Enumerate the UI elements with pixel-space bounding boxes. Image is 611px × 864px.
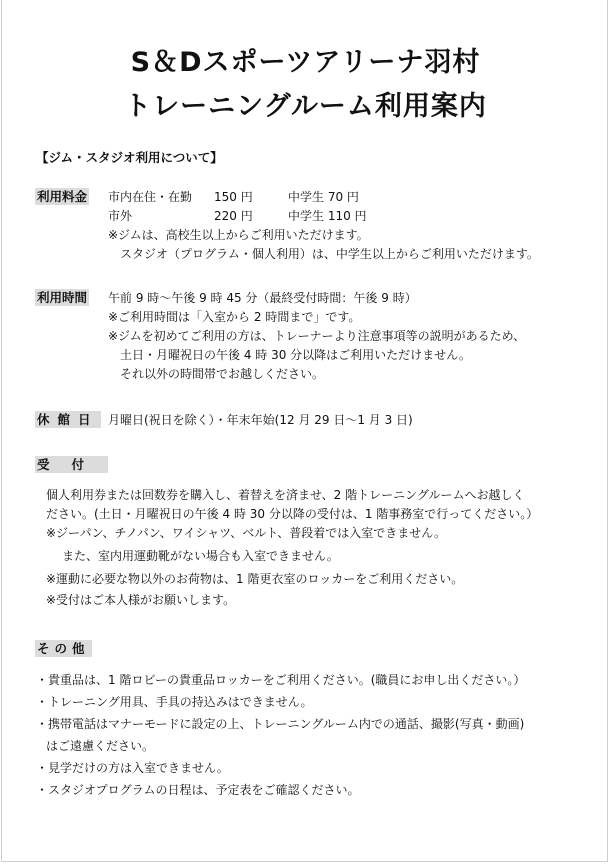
fees-row1-adult: 150 円 [214, 190, 253, 204]
page-title-line-2: トレーニングルーム利用案内 [124, 91, 487, 122]
reception-label: 受付 [37, 457, 107, 472]
page-border [1, 0, 608, 862]
hours-line-3: ※ジムを初めてご利用の方は、トレーナーより注意事項等の説明があるため、 [108, 329, 526, 343]
fees-row2-student: 中学生 110 円 [288, 209, 367, 223]
reception-line-2: ださい。(土日・月曜祝日の午後 4 時 30 分以降の受付は、1 階事務室で行ってください。） [46, 507, 539, 521]
other-line-1: ・貴重品は、1 階ロビーの貴重品ロッカーをご利用ください。(職員にお申し出ください。） [36, 673, 526, 687]
other-line-4: はご遠慮ください。 [46, 739, 155, 753]
reception-line-5: ※運動に必要な物以外のお荷物は、1 階更衣室のロッカーをご利用ください。 [46, 572, 464, 586]
fees-row2-adult: 220 円 [214, 209, 253, 223]
hours-label: 利用時間 [37, 290, 88, 305]
page-title-line-1: S＆Dスポーツアリーナ羽村 [130, 47, 481, 78]
fees-row1-place: 市内在住・在勤 [108, 190, 193, 204]
fees-note-1: ※ジムは、高校生以上からご利用いただけます。 [108, 228, 369, 242]
hours-line-2: ※ご利用時間は「入室から 2 時間まで」です。 [108, 310, 361, 324]
hours-line-5: それ以外の時間帯でお越しください。 [120, 367, 325, 381]
other-line-3: ・携帯電話はマナーモードに設定の上、トレーニングルーム内での通話、撮影(写真・動画) [36, 717, 525, 731]
fees-label: 利用料金 [37, 189, 88, 204]
closed-label: 休館日 [37, 412, 99, 427]
reception-line-4: また、室内用運動靴がない場合も入室できません。 [62, 549, 339, 563]
hours-line-1: 午前 9 時～午後 9 時 45 分（最終受付時間：午後 9 時） [108, 291, 417, 305]
reception-line-1: 個人利用券または回数券を購入し、着替えを済ませ、2 階トレーニングルームへお越しく [46, 488, 525, 502]
other-line-2: ・トレーニング用具、手具の持込みはできません。 [36, 695, 313, 709]
fees-row1-student: 中学生 70 円 [288, 190, 359, 204]
other-line-5: ・見学だけの方は入室できません。 [36, 761, 229, 775]
hours-line-4: 土日・月曜祝日の午後 4 時 30 分以降はご利用いただけません。 [120, 348, 471, 362]
fees-row2-place: 市外 [108, 209, 133, 223]
section-heading: 【ジム・スタジオ利用について】 [36, 150, 223, 165]
other-line-6: ・スタジオプログラムの日程は、予定表をご確認ください。 [36, 783, 360, 797]
other-label: その他 [37, 641, 90, 656]
fees-note-2: スタジオ（プログラム・個人利用）は、中学生以上からご利用いただけます。 [120, 247, 539, 261]
reception-line-6: ※受付はご本人様がお願いします。 [46, 593, 236, 607]
closed-text: 月曜日(祝日を除く）・年末年始(12 月 29 日～1 月 3 日) [108, 413, 413, 427]
reception-line-3: ※ジーパン、チノパン、ワイシャツ、ベルト、普段着では入室できません。 [46, 526, 446, 540]
